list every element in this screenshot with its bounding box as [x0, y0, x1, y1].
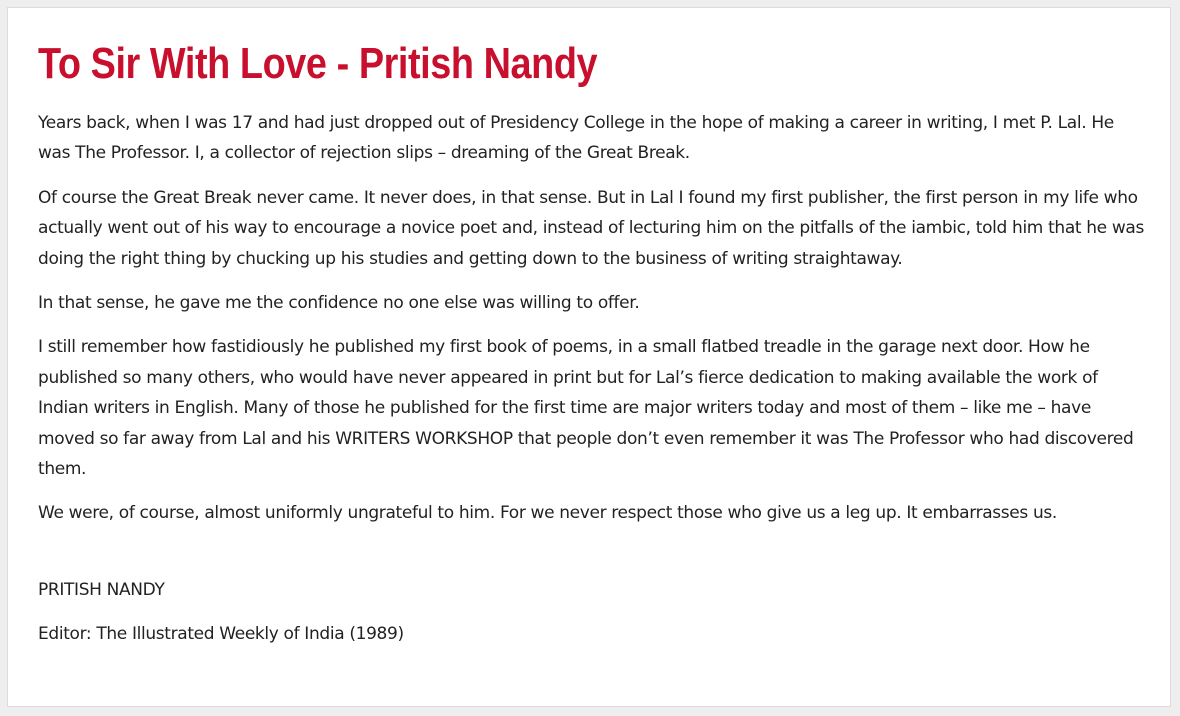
author-signature: PRITISH NANDY	[38, 579, 165, 600]
article-body	[38, 108, 1150, 664]
article-title: To Sir With Love - Pritish Nandy	[38, 39, 598, 88]
article-paragraph-2: Of course the Great Break never came. It never does, in that sense. But in Lal I found my first publisher, the first person in my life who actually went out of his way to encourage a novice poet and, instead of lecturing him on the pitfalls of the iambic, told him that he was doing the right thing by chucking up his studies and getting down to the business of writing straightaway.	[38, 187, 1144, 269]
article-paragraph-3: In that sense, he gave me the confidence no one else was willing to offer.	[38, 293, 640, 314]
article-paragraph-1: Years back, when I was 17 and had just dropped out of Presidency College in the hope of making a career in writing, I met P. Lal. He was The Professor. I, a collector of rejection slips – dreaming of the Great Break.	[38, 113, 1114, 164]
author-affiliation: Editor: The Illustrated Weekly of India (1989)	[38, 624, 404, 645]
article-paragraph-4: I still remember how fastidiously he published my first book of poems, in a small flatbed treadle in the garage next door. How he published so many others, who would have never appeared in print but for Lal’s fierce dedication to making available the work of Indian writers in English. Many of those he published for the first time are major writers today and most of them – like me – have moved so far away from Lal and his WRITERS WORKSHOP that people don’t even remember it was The Professor who had discovered them.	[38, 337, 1134, 480]
article-card	[7, 7, 1171, 707]
article-paragraph-5: We were, of course, almost uniformly ungrateful to him. For we never respect those who give us a leg up. It embarrasses us.	[38, 503, 1057, 524]
